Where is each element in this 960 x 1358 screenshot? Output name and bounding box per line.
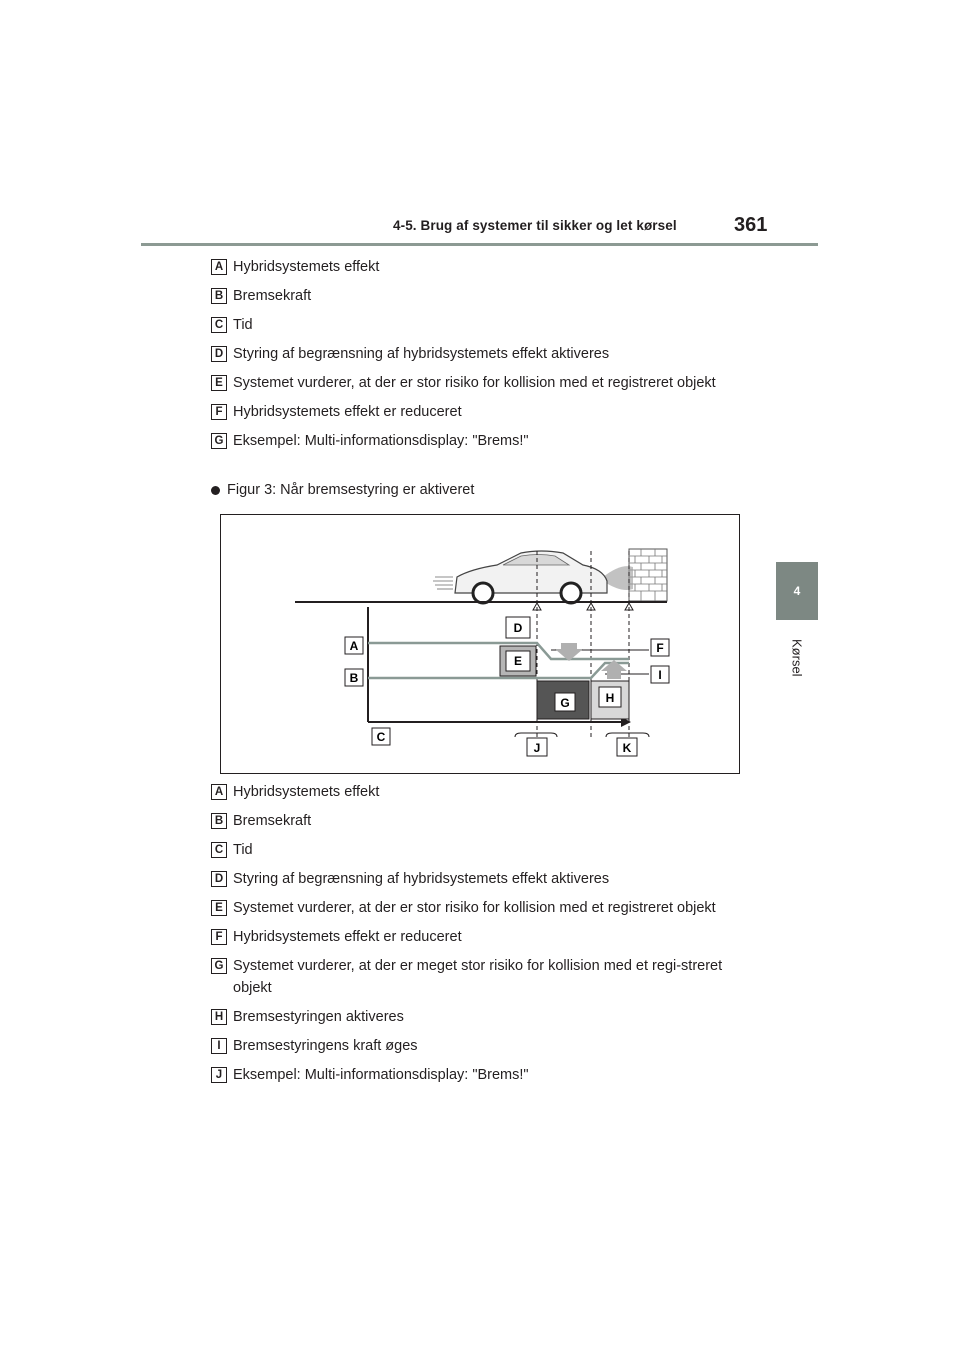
legend-key-badge: E [211,375,227,391]
legend-text: Eksempel: Multi-informationsdisplay: "Brems!" [233,433,529,449]
legend-text: Systemet vurderer, at der er stor risiko for kollision med et registreret objekt [233,375,716,391]
legend-key-badge: D [211,346,227,362]
figure-caption [211,479,474,501]
legend-item [211,1006,751,1028]
legend-item [211,256,751,278]
header-divider [141,243,818,246]
legend-text: Systemet vurderer, at der er stor risiko for kollision med et registreret objekt [233,900,716,916]
legend-item [211,897,751,919]
brake-force-line [368,663,629,678]
legend-item [211,372,751,394]
legend-top [211,256,751,452]
legend-item [211,926,751,948]
label-j: J [533,741,541,755]
legend-key-badge: I [211,1038,227,1054]
legend-key-badge: A [211,784,227,800]
section-title: 4-5. Brug af systemer til sikker og let kørsel [393,218,677,233]
legend-text: Bremsekraft [233,288,312,304]
legend-text: Tid [233,842,253,858]
bracket-k [606,733,649,737]
bullet-icon [211,486,220,495]
legend-item [211,401,751,423]
legend-text: Bremsestyringen aktiveres [233,1009,404,1025]
label-a: A [349,639,359,653]
bracket-j [515,733,557,737]
legend-item [211,955,751,999]
legend-key-badge: F [211,929,227,945]
label-d: D [513,621,523,635]
legend-item [211,430,751,452]
hybrid-output-line [368,643,629,659]
chapter-tab: 4 [776,562,818,620]
chapter-label: Kørsel [789,639,805,677]
figure-diagram [220,514,740,774]
legend-key-badge: F [211,404,227,420]
legend-text: Styring af begrænsning af hybridsystemets effekt aktiveres [233,871,610,887]
legend-item [211,314,751,336]
legend-text: Hybridsystemets effekt er reduceret [233,929,462,945]
label-k: K [622,741,632,755]
legend-item [211,868,751,890]
legend-key-badge: A [211,259,227,275]
legend-item [211,781,751,803]
legend-item [211,839,751,861]
legend-key-badge: C [211,842,227,858]
legend-item [211,1064,751,1086]
figure-caption-text: Figur 3: Når bremsestyring er aktiveret [227,482,475,498]
legend-key-badge: J [211,1067,227,1083]
label-i: I [658,668,662,682]
legend-text: Hybridsystemets effekt er reduceret [233,404,462,420]
legend-key-badge: C [211,317,227,333]
legend-bottom [211,781,751,1086]
legend-text: Hybridsystemets effekt [233,259,380,275]
legend-item [211,285,751,307]
legend-text: Styring af begrænsning af hybridsystemets effekt aktiveres [233,346,610,362]
legend-text: Bremsekraft [233,813,312,829]
legend-text: Bremsestyringens kraft øges [233,1038,418,1054]
label-g: G [560,696,570,710]
label-f: F [656,641,664,655]
label-e: E [513,654,523,668]
legend-key-badge: E [211,900,227,916]
legend-key-badge: G [211,958,227,974]
legend-item [211,810,751,832]
legend-key-badge: G [211,433,227,449]
legend-key-badge: D [211,871,227,887]
legend-text: Systemet vurderer, at der er meget stor risiko for kollision med et regi-streret objekt [233,958,723,996]
legend-key-badge: B [211,288,227,304]
legend-text: Hybridsystemets effekt [233,784,380,800]
legend-text: Eksempel: Multi-informationsdisplay: "Brems!" [233,1067,529,1083]
label-h: H [605,691,615,705]
label-b: B [349,671,359,685]
legend-text: Tid [233,317,253,333]
diagram-svg [221,515,741,775]
position-markers [533,603,633,610]
page-number: 361 [734,214,768,236]
legend-key-badge: B [211,813,227,829]
label-c: C [376,730,386,744]
car-icon [433,551,607,603]
legend-item [211,343,751,365]
brick-wall-icon [629,549,667,601]
legend-item [211,1035,751,1057]
legend-key-badge: H [211,1009,227,1025]
